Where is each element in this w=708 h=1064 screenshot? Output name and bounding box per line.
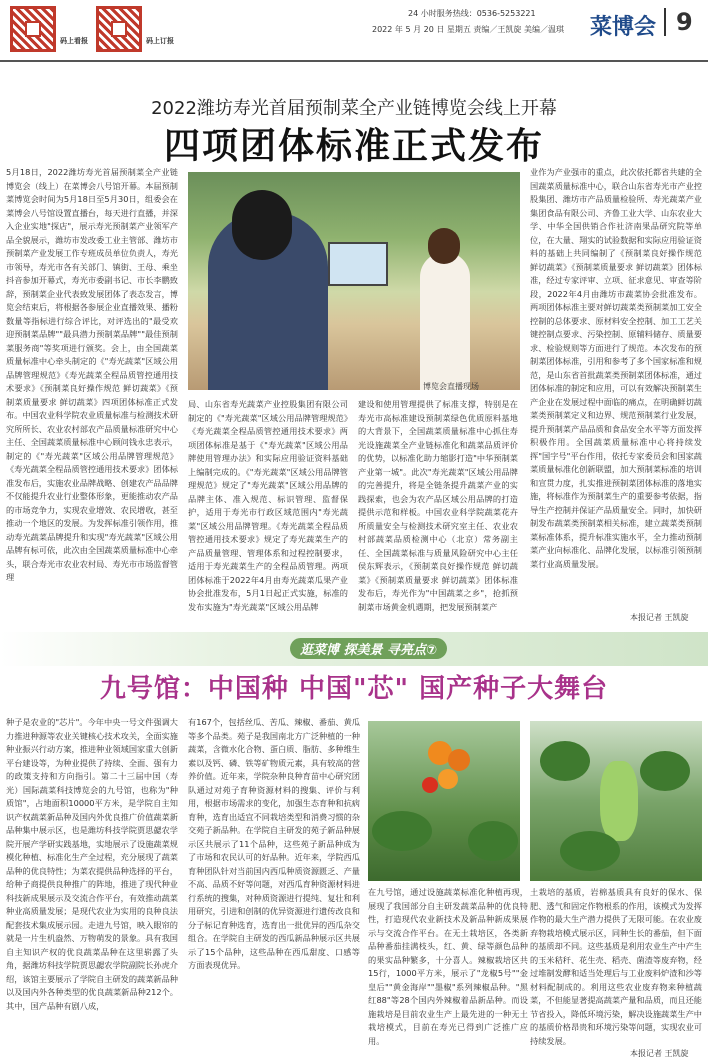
dateline: 2022 年 5 月 20 日 星期五 责编／王凯旋 美编／温琪 [372, 25, 564, 34]
photo-caption: 博览会直播现场 [423, 382, 479, 391]
article2-byline: 本报记者 王凯旋 [630, 1049, 689, 1058]
hotline: 24 小时服务热线：0536-5253221 [408, 9, 536, 18]
article2-col3: 在九号馆，通过设施蔬菜标准化种植再现，展现了我国部分自主研发蔬菜品种的优良特性，打造现代农业新技术及新品种新成果展示与交流合作平台。在无土栽培区，各类新品种番茄挂满枝头，红、黄、绿等颜色品种的果实品种繁多，十分喜人。辣椒栽培区共15行，1000平方米，展示了"龙椒5号""金皇后""黄金海岸""墨椒"系列辣椒品种。"黑红88"等28个国内外辣椒着品新品种。而设施栽培是目前农业生产上最先进的一种无土栽培模式，目前在寿光已得到广泛推广应用。 [368, 887, 528, 1046]
article1-kicker: 2022潍坊寿光首届预制菜全产业链博览会线上开幕 [151, 98, 557, 119]
article2-headline: 九号馆：中国种 中国"芯" 国产种子大舞台 [99, 674, 609, 704]
section-name: 菜博会 [590, 14, 657, 40]
qr-subscribe-label: 码上订报 [146, 37, 174, 45]
article1-col1: 5月18日，2022潍坊寿光首届预制菜全产业链博览会（线上）在菜博会八号馆开幕。本届预制菜博览会时间为5月18日至5月30日，组委会在菜博会八号馆设置直播台，每天进行直播，并深入企业实地"探店"，展示寿光预制菜产业领军产品全貌展示，潍坊市发改委工业主管部、潍坊市预制菜产业发展工作专班成员单位负责人，寿光市领导，寿光市各有关部门、镇街、王母、乘坐抖音参加开幕式，寿光市委副书记、市长李鹏致辞，预制菜企业代表致发展团体了表态发言，博览会结束后，将根据各参展企业直播效果、播粉数量等指标进行综合评比，对评选出的"最受欢迎预制菜品牌""最具潜力预制菜品牌""最佳预制菜服务商"等奖项进行颁奖。会上，由全国蔬菜质量标准中心牵头制定的《"寿光蔬菜"区域公用品牌管理规范》《寿光蔬菜全程品质管控通用技术要求》《预制菜良好操作规范 鲜切蔬菜》《预制菜质量要求 鲜切蔬菜》四项团体标准正式发布。中国农业科学院农业质量标准与检测技术研究所所长、农业农村部农产品质量标准研究中心主任、全国蔬菜质量标准中心顾问钱永忠表示，制定的《"寿光蔬菜"区域公用品牌管理规范》《寿光蔬菜全程品质管控通用技术要求》团体标准发布后，实施农业品牌战略、创建农产品品牌不仅能提升农业行业整体形象，更能推动农产品的市场竞争力，实现农业增效、农民增收，甚至推动一个地区的发展。为发挥标准引领作用，推动寿光蔬菜品牌提升和实现"寿光蔬菜"区域公用品牌有标可依，此次由全国蔬菜质量标准中心牵头，联合寿光市农业农村局、寿光市市场监督管理 [6, 167, 178, 582]
qr-code-read[interactable] [10, 6, 56, 52]
bittergourd-photo [530, 721, 702, 881]
article2-col1: 种子是农业的"芯片"。今年中央一号文件强调大力推进种源等农业关键核心技术攻关，全面实施种业振兴行动方案，推进种业领域国家重大创新平台建设等，为种业提供了持续、全面、强有力的政策支持和方向指引。第二十三届中国（寿光）国际蔬菜科技博览会的九号馆，也称为"种质馆"，占地面积10000平方米，是学院自主知识产权蔬菜新品种及国内外优良推广价值蔬菜新品种集中展示区，也是潍坊科技学院贾思勰农学院开展产学研实践基地，实地展示了设施蔬菜规模化种植、标准化生产全过程，充分展现了蔬菜品种的优良特性；为菜农提供品种选择的平台，给种子商提供良种推广的阵地，推进了现代种业科技新成果展示及交流合作平台，有效推动蔬菜种业高质量发展；是现代农业为实用的良种良法配套技术集成展示园。走进九号馆，映入眼帘的就是一片生机盎然、万物萌发的景象。具有我国自主知识产权的优良蔬菜品种在这里崭露了头角，据潍坊科技学院贾思勰农学院副院长孙虎介绍，该馆主要展示了学院自主研发的蔬菜新品种以及国内外各种类型的优良蔬菜新品种212个。其中，国产品种有剧八成， [6, 717, 178, 1011]
article2-col4: 土栽培的基质，岩棉基质具有良好的保水、保肥、透气和固定作物根系的作用，该模式为发挥作物的最大生产潜力提供了无限可能。在农业废弃物栽培模式展示区，同种生长的番茄，但下面的基质却不同。这些基质是利用农业生产中产生的玉米秸秆、花生壳、稻壳、菌渣等废弃物，经过堆制发酵和适当处理后与工业废料炉渣和沙等材料配制成的。利用这些农业废弃物来种植蔬菜，不但能显著提高蔬菜产量和品质，而且还能节省投入，降低环境污染，解决设施蔬菜生产中的基质价格昂贵和环境污染等问题，实现农业可持续发展。 [530, 887, 702, 1046]
article1-col2: 局、山东省寿光蔬菜产业控股集团有限公司制定的《"寿光蔬菜"区域公用品牌管理规范》《寿光蔬菜全程品质管控通用技术要求》两项团体标准是基于《"寿光蔬菜"区域公用品牌使用管理办法》和实际应用验证资料基础上编制完成的。《"寿光蔬菜"区域公用品牌管理规范》规定了"寿光蔬菜"区域公用品牌的品牌主体、准入规范、标识管理、监督保护，适用于寿光市行政区域范围内"寿光蔬菜"区域公用品牌管理。《寿光蔬菜全程品质管控通用技术要求》规定了寿光蔬菜生产的产品质量管理、管理体系和过程控制要求，适用于寿光蔬菜生产的全程品质管理。两项团体标准于2022年4月由寿光蔬菜瓜果产业协会批准发布，5月1日起正式实施，标准的发布实施为"寿光蔬菜"区域公用品牌 [188, 399, 348, 612]
article2-col2: 有167个，包括丝瓜、苦瓜、辣椒、番茄、黄瓜等多个品类。苑子是我国南北方广泛种植的一种蔬菜，含微水化合物、蛋白质、脂肪、多种维生素以及钙、磷、铁等矿物质元素，具有较高的营养价值。近年来，学院杂种良种育苗中心研究团队通过对苑子育种资源材料的搜集、评价与利用，根据市场需求的变化，加强生态育种和抗病育种，选育出适宜不同栽培类型和消费习惯的杂交苑子新品种。在学院自主研发的苑子新品种展示区共展示了11个品种，这些苑子新品种成为了市场和农民认可的好品种。近年来，学院西瓜育种团队针对当前国内西瓜种质资源匮乏、产量不高、品质不好等问题，对西瓜育种资源材料进行系统的搜集，对种质资源进行提纯、复壮和利用研究，引进和创制的优异资源进行遗传改良和分子标记育种选育，选育出一批优异的西瓜杂交组合。在学院自主研发的西瓜新品种展示区共展示了15个品种，这些品种在西瓜甜度、口感等方面表现优异。 [188, 717, 360, 970]
livestream-photo [188, 172, 520, 390]
article1-byline: 本报记者 王凯旋 [630, 613, 689, 622]
qr-code-subscribe[interactable] [96, 6, 142, 52]
tomato-photo [368, 721, 520, 881]
series-banner-text: 逛菜博 探美景 寻亮点⑦ [290, 638, 447, 659]
article1-col3: 建设和使用管理提供了标准支撑，特别是在寿光市高标准建设预制菜绿色优质原料基地的大背景下，全国蔬菜质量标准中心抓住寿光设施蔬菜全产业链标准化和蔬菜品质评价的优势，以标准化助力缩影打造"中华预制菜产业第一城"。此次"寿光蔬菜"区域公用品牌的完善提升，将是全链条提升蔬菜产业的实践探索，也会为农产品区域公用品牌的打造提供示范和样板。中国农业科学院蔬菜花卉所质量安全与检测技术研究室主任、农业农村部蔬菜品质检测中心（北京）常务副主任、全国蔬菜标准与质量风险研究中心主任侯东辉表示，《预制菜良好操作规范 鲜切蔬菜》《预制菜质量要求 鲜切蔬菜》团体标准发布后，寿光作为"中国蔬菜之乡"，抢抓预制菜市场黄金机遇期，把发展预制菜产 [358, 399, 518, 612]
article1-headline: 四项团体标准正式发布 [163, 125, 544, 167]
page-header [0, 0, 708, 62]
page-number: 9 [664, 8, 693, 36]
article1-col4: 业作为产业强市的重点，此次依托都省共建的全国蔬菜质量标准中心，联合山东省寿光市产业控股集团、潍坊市产品质量检验所、寿光蔬菜产业集团食品有限公司、齐鲁工业大学、山东农业大学、中华全国供销合作社济南果品研究院等单位，在大量、翔实的试验数据和实际应用验证资料的基础上共同编制了《预制菜良好操作规范 鲜切蔬菜》《预制菜质量要求 鲜切蔬菜》团体标准，经过专家评审、立项、征求意见、审查等阶段，2022年4月由潍坊市蔬菜协会批准发布。两项团体标准主要对鲜切蔬菜类预制菜加工安全控制的总体要求、原材料安全控制、加工工艺关键控制点要求、污染控制、原辅料储存、质量要求、检验规则等方面进行了规范。本次发布的预制菜团体标准，引用和参考了多个国家标准和规范，是山东省首批蔬菜类预制菜团体标准，通过团体标准的制定和应用，可以有效解决预制菜生产企业在发展过程中面临的痛点，在明确鲜切蔬菜类预制菜定义和边界、规范预制菜行业发展，提升预制菜产品品质和食品安全水平等方面发挥积极作用。全国蔬菜质量标准中心将持续发挥"国字号"平台作用，依托专家委员会和国家蔬菜质量标准化创新联盟，加大预制菜标准的培训和宣贯力度，扎实推进预制菜团体标准的落地实施，将标准作为预制菜生产的重要参考依据，指导生产控制并保证产品质量安全。同时，加快研制发布蔬菜类预制菜相关标准，建立蔬菜类预制菜标准体系，提升标准实施水平，全力推动预制菜产业向标准化、品牌化发展，以标准引领预制菜行业高质量发展。 [530, 167, 702, 569]
qr-read-label: 码上看报 [60, 37, 88, 45]
